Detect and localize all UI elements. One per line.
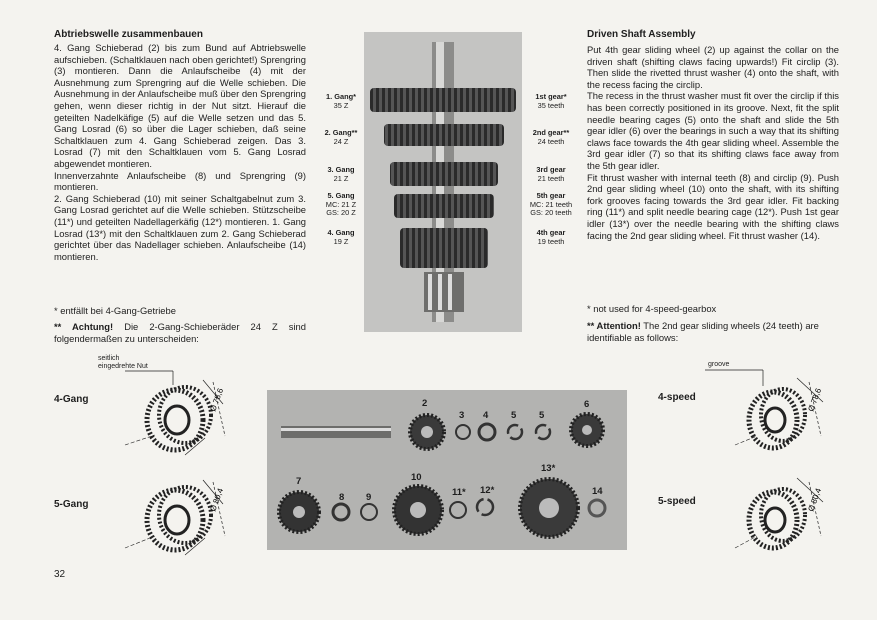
dimension-label-5-gang: Ø 80,4 bbox=[208, 487, 226, 513]
part-number: 6 bbox=[584, 399, 590, 410]
german-paragraph: Innenverzahnte Anlaufscheibe (8) und Sprengring (9) montieren. bbox=[54, 169, 306, 193]
english-attention bbox=[587, 320, 839, 343]
part-number: 7 bbox=[296, 476, 302, 487]
gear-shaft-photo bbox=[364, 32, 522, 332]
german-attention-text: Die 2-Gang-Schieberäder 24 Z sind folgendermaßen zu unterscheiden: bbox=[54, 321, 306, 344]
part-number: 5 bbox=[511, 410, 517, 421]
part-number: 3 bbox=[459, 410, 465, 421]
gear-diagram-5-gang bbox=[125, 460, 245, 570]
german-body bbox=[54, 42, 306, 262]
english-body bbox=[587, 44, 839, 241]
photo-label-en-1: 1st gear* 35 teeth bbox=[535, 92, 567, 110]
photo-label-en-4: 4th gear 19 teeth bbox=[536, 228, 566, 246]
part-number: 11* bbox=[452, 487, 466, 498]
photo-label-en-2: 2nd gear** 24 teeth bbox=[532, 128, 570, 146]
photo-label-en-3: 3rd gear 21 teeth bbox=[536, 165, 566, 183]
english-paragraph: Put 4th gear sliding wheel (2) up against the collar on the driven shaft (shifting claws facing upwards!) Fit circlip (3). Then slide the rivetted thrust washer (4) onto the shaft, with the recess facing the circlip. bbox=[587, 44, 839, 90]
part-number: 14 bbox=[592, 486, 603, 497]
photo-label-de-2: 2. Gang** 24 Z bbox=[324, 128, 358, 146]
parts-layout-photo bbox=[267, 390, 627, 550]
groove-label-de: seitlich eingedrehte Nut bbox=[98, 355, 148, 370]
german-paragraph: 2. Gang Schieberad (10) mit seiner Schaltgabelnut zum 3. Gang Losrad gerichtet auf die Welle schieben. Stützscheibe (11*) und geteilten Nadellagerkäfig (12*) montieren. 1. Gang Losrad (13*) mit den Schaltklauen zum 2. Gang Schieberad gerichtet über das Nadellager schieben. Anlaufscheibe (14) montieren. bbox=[54, 192, 306, 262]
dimension-label-5-speed: Ø 80,4 bbox=[806, 487, 824, 513]
photo-label-en-5: 5th gear MC: 21 teeth GS: 20 teeth bbox=[529, 191, 573, 218]
part-number: 10 bbox=[411, 472, 422, 483]
part-number: 5 bbox=[539, 410, 545, 421]
gear-shaft-illustration bbox=[364, 32, 522, 332]
part-number: 13* bbox=[541, 463, 556, 474]
parts-illustration bbox=[267, 390, 627, 550]
english-attention-text: The 2nd gear sliding wheels (24 teeth) are identifiable as follows: bbox=[587, 320, 819, 343]
photo-label-de-5: 5. Gang MC: 21 Z GS: 20 Z bbox=[325, 191, 357, 218]
diagram-label-5-gang: 5-Gang bbox=[54, 499, 89, 510]
diagram-label-4-gang: 4-Gang bbox=[54, 394, 89, 405]
diagram-label-4-speed: 4-speed bbox=[658, 392, 696, 403]
part-number: 4 bbox=[483, 410, 489, 421]
dimension-label-4-speed: Ø 78,6 bbox=[806, 387, 824, 413]
gear-diagram-5-speed bbox=[735, 460, 845, 570]
german-attention bbox=[54, 321, 306, 344]
dimension-label-4-gang: Ø 78,6 bbox=[208, 387, 226, 413]
english-paragraph: Fit thrust washer with internal teeth (8) and circlip (9). Push 2nd gear sliding wheel (10) onto the shaft, with its shifting fork grooves facing towards the 3rd gear idler. Fit backing ring (11*) and split needle bearing cage (12*). Push 1st gear idler (13*) over the needle bearing with the shifting claws facing the 2nd gear sliding wheel. Fit thrust washer (14). bbox=[587, 171, 839, 241]
german-footnote: * entfällt bei 4-Gang-Getriebe bbox=[54, 305, 176, 316]
photo-label-de-3: 3. Gang 21 Z bbox=[327, 165, 355, 183]
german-title: Abtriebswelle zusammenbauen bbox=[54, 29, 203, 40]
diagram-label-5-speed: 5-speed bbox=[658, 496, 696, 507]
german-paragraph: 4. Gang Schieberad (2) bis zum Bund auf Abtriebswelle aufschieben. (Schaltklauen nach oben gerichtet!) Sprengring (3) montieren. Dann die Anlaufscheibe (4) mit der Ausnehmung zum Sprengring auf die Welle schieben. Die Ausnehmung in der Anlaufscheibe muß über den Sprengring gehen, wenn dieser richtig in der Nut sitzt. Hierauf die geteilten Nadelkäfige (5) auf die Welle setzen und das 5. Gang Losrad (6) so über die Lager schieben, daß seine Schaltklauen zum 4. Gang Schieberad zeigen. Das 3. Losrad (7) mit den Schaltklauen vom 5. Gang Losrad abgewendet montieren. bbox=[54, 42, 306, 169]
part-number: 12* bbox=[480, 485, 495, 496]
english-paragraph: The recess in the thrust washer must fit over the circlip if this has been correctly positioned in its groove. Next, fit the split needle bearing cages (5) onto the shaft and slide the 5th gear idler (6) over the bearings in such a way that its shifting claws face towards the 4th gear sliding wheel. Assemble the 3rd gear idler (7) so that its shifting claws face away from the 5th gear idler. bbox=[587, 90, 839, 171]
part-number: 2 bbox=[422, 398, 428, 409]
part-number: 9 bbox=[366, 492, 372, 503]
english-title: Driven Shaft Assembly bbox=[587, 29, 696, 40]
english-footnote: * not used for 4-speed-gearbox bbox=[587, 303, 717, 314]
gear-diagram-4-speed bbox=[735, 360, 845, 470]
page-number: 32 bbox=[54, 569, 66, 580]
english-attention-prefix: ** Attention! bbox=[587, 320, 641, 331]
gear-diagram-4-gang bbox=[125, 360, 245, 470]
german-attention-prefix: ** Achtung! bbox=[54, 321, 114, 332]
photo-label-de-4: 4. Gang 19 Z bbox=[327, 228, 355, 246]
groove-label-en: groove bbox=[708, 361, 730, 368]
photo-label-de-1: 1. Gang* 35 Z bbox=[326, 92, 356, 110]
part-number: 8 bbox=[339, 492, 345, 503]
